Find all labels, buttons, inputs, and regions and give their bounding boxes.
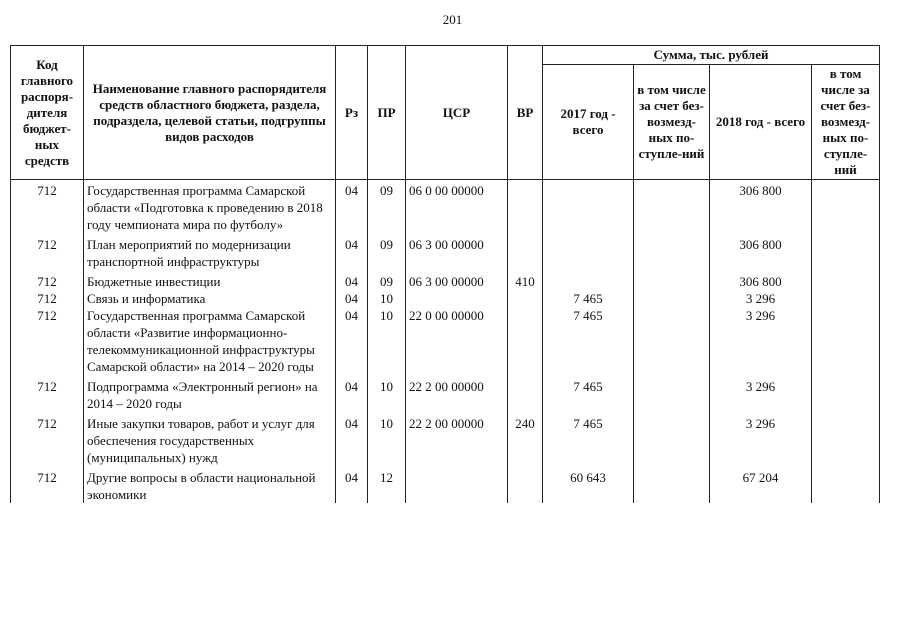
header-code: Код главного распоря-дителя бюджет-ных средств (11, 46, 84, 180)
cell-pr: 10 (368, 375, 406, 412)
cell-2018-total: 306 800 (710, 233, 812, 270)
cell-pr: 10 (368, 307, 406, 375)
cell-pr: 10 (368, 412, 406, 466)
cell-2018-free (812, 307, 880, 375)
cell-2017-total (543, 270, 634, 290)
table-row (11, 233, 880, 270)
cell-rz: 04 (336, 233, 368, 270)
cell-2017-free (634, 233, 710, 270)
cell-2018-free (812, 412, 880, 466)
cell-2018-total: 3 296 (710, 375, 812, 412)
cell-2018-total: 3 296 (710, 412, 812, 466)
header-sum-group: Сумма, тыс. рублей (543, 46, 880, 65)
table-row (11, 466, 880, 503)
cell-rz: 04 (336, 180, 368, 234)
cell-2017-total: 7 465 (543, 375, 634, 412)
cell-2017-free (634, 290, 710, 307)
cell-vr: 410 (508, 270, 543, 290)
cell-2017-free (634, 412, 710, 466)
header-name: Наименование главного распорядителя средств областного бюджета, раздела, подраздела, целевой статьи, подгруппы видов расходов (84, 46, 336, 180)
cell-vr (508, 375, 543, 412)
table-row (11, 180, 880, 234)
cell-2017-free (634, 270, 710, 290)
cell-rz: 04 (336, 307, 368, 375)
header-2017-total: 2017 год - всего (543, 65, 634, 180)
cell-2018-total: 3 296 (710, 307, 812, 375)
cell-name: Другие вопросы в области национальной экономики (84, 466, 336, 503)
header-pr: ПР (368, 46, 406, 180)
cell-rz: 04 (336, 270, 368, 290)
cell-code: 712 (11, 466, 84, 503)
cell-2017-total: 7 465 (543, 290, 634, 307)
cell-pr: 09 (368, 270, 406, 290)
header-2017-free: в том числе за счет без-возмезд-ных по-ступле-ний (634, 65, 710, 180)
table-row (11, 270, 880, 290)
cell-csr: 06 3 00 00000 (406, 270, 508, 290)
cell-vr (508, 290, 543, 307)
cell-rz: 04 (336, 412, 368, 466)
cell-rz: 04 (336, 466, 368, 503)
budget-table (10, 45, 880, 503)
cell-code: 712 (11, 375, 84, 412)
cell-2017-free (634, 307, 710, 375)
cell-name: Государственная программа Самарской области «Подготовка к проведению в 2018 году чемпионата мира по футболу» (84, 180, 336, 234)
cell-vr (508, 307, 543, 375)
cell-2018-free (812, 233, 880, 270)
cell-name: Подпрограмма «Электронный регион» на 2014 – 2020 годы (84, 375, 336, 412)
cell-2018-total: 67 204 (710, 466, 812, 503)
table-row (11, 290, 880, 307)
cell-2018-total: 306 800 (710, 270, 812, 290)
cell-2017-total: 7 465 (543, 307, 634, 375)
cell-name: Бюджетные инвестиции (84, 270, 336, 290)
cell-2017-free (634, 180, 710, 234)
cell-2017-total: 7 465 (543, 412, 634, 466)
cell-vr (508, 233, 543, 270)
cell-vr: 240 (508, 412, 543, 466)
table-row (11, 412, 880, 466)
cell-pr: 12 (368, 466, 406, 503)
cell-code: 712 (11, 412, 84, 466)
cell-csr: 22 0 00 00000 (406, 307, 508, 375)
table-row (11, 307, 880, 375)
cell-2018-free (812, 180, 880, 234)
header-2018-total: 2018 год - всего (710, 65, 812, 180)
header-vr: ВР (508, 46, 543, 180)
page-number: 201 (442, 12, 463, 27)
cell-csr (406, 290, 508, 307)
cell-name: Связь и информатика (84, 290, 336, 307)
cell-vr (508, 180, 543, 234)
cell-csr: 22 2 00 00000 (406, 412, 508, 466)
cell-2017-total: 60 643 (543, 466, 634, 503)
table-row (11, 375, 880, 412)
cell-2017-total (543, 180, 634, 234)
cell-code: 712 (11, 270, 84, 290)
header-rz: Рз (336, 46, 368, 180)
cell-rz: 04 (336, 375, 368, 412)
cell-code: 712 (11, 307, 84, 375)
cell-2017-total (543, 233, 634, 270)
cell-name: Государственная программа Самарской области «Развитие информационно-телекоммуникационной инфраструктуры Самарской области» на 2014 – 2020 годы (84, 307, 336, 375)
header-csr: ЦСР (406, 46, 508, 180)
cell-name: План мероприятий по модернизации транспортной инфраструктуры (84, 233, 336, 270)
header-2018-free: в том числе за счет без-возмезд-ных по-ступле-ний (812, 65, 880, 180)
cell-2018-total: 306 800 (710, 180, 812, 234)
cell-vr (508, 466, 543, 503)
cell-2018-free (812, 375, 880, 412)
table-header (11, 46, 880, 180)
cell-2018-free (812, 466, 880, 503)
cell-code: 712 (11, 233, 84, 270)
cell-rz: 04 (336, 290, 368, 307)
cell-name: Иные закупки товаров, работ и услуг для обеспечения государственных (муниципальных) нужд (84, 412, 336, 466)
cell-2018-free (812, 270, 880, 290)
cell-2018-total: 3 296 (710, 290, 812, 307)
cell-2018-free (812, 290, 880, 307)
cell-pr: 09 (368, 180, 406, 234)
cell-pr: 09 (368, 233, 406, 270)
cell-csr: 06 0 00 00000 (406, 180, 508, 234)
cell-code: 712 (11, 290, 84, 307)
cell-csr (406, 466, 508, 503)
cell-csr: 22 2 00 00000 (406, 375, 508, 412)
table-body (11, 180, 880, 504)
cell-pr: 10 (368, 290, 406, 307)
cell-2017-free (634, 466, 710, 503)
cell-code: 712 (11, 180, 84, 234)
cell-csr: 06 3 00 00000 (406, 233, 508, 270)
cell-2017-free (634, 375, 710, 412)
